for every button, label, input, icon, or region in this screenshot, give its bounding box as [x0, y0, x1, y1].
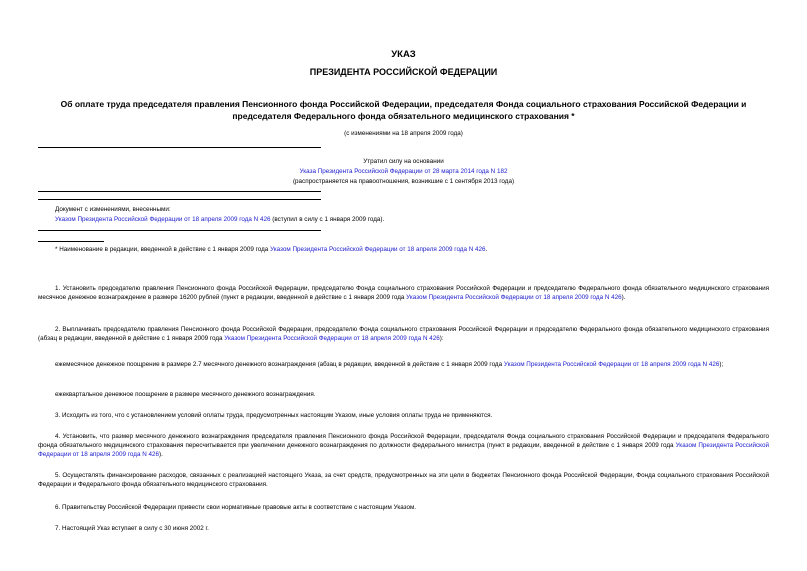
paragraph-3-text: ежемесячное денежное поощрение в размере 2.7 месячного денежного вознаграждения (абзац в редакции, введенной в действие с 1 января 2009 года	[55, 361, 504, 368]
paragraph-1-text: 1. Установить председателю правления Пенсионного фонда Российской Федерации, председателю Фонда социального страхования Российской Федерации и председателю Федерального фонда обязательного медицинского страхования месячное денежное вознаграждение в размере 16200 рублей (пункт в редакции, введенной в действие с 1 января 2009 года	[38, 285, 769, 302]
paragraph-3	[38, 360, 769, 369]
paragraph-1-link[interactable]: Указом Президента Российской Федерации от 18 апреля 2009 года N 426	[406, 294, 622, 302]
lost-force-scope: (распространяется на правоотношения, возникшие с 1 сентября 2013 года)	[292, 178, 515, 185]
paragraph-5: 3. Исходить из того, что с установлением условий оплаты труда, предусмотренных настоящим Указом, иные условия оплаты труда не применяются.	[55, 412, 493, 419]
paragraph-6	[38, 432, 769, 460]
divider	[38, 147, 321, 148]
paragraph-7: 5. Осуществлять финансирование расходов, связанных с реализацией настоящего Указа, за счет средств, предусмотренных на эти цели в бюджетах Пенсионного фонда Российской Федерации, Фонда социального страхования Российской Федерации и Федерального фонда обязательного медицинского страхования.	[38, 472, 769, 489]
footnote-text: * Наименование в редакции, введенной в действие с 1 января 2009 года	[55, 246, 271, 253]
paragraph-2	[38, 325, 769, 343]
doc-subject: Об оплате труда председателя правления Пенсионного фонда Российской Федерации, председателя Фонда социального страхования Российской Федерации и председателя Федерального фонда обязательного медицинского страхования *	[60, 99, 747, 121]
divider	[38, 191, 321, 192]
paragraph-6-link[interactable]: Указом Президента Российской Федерации от 18 апреля 2009 года N 426	[38, 442, 769, 459]
paragraph-6-text: 4. Установить, что размер месячного денежного вознаграждения председателя правления Пенсионного фонда Российской Федерации, председателя Фонда социального страхования Российской Федерации и председателя Федерального фонда обязательного медицинского страхования пересчитывается при увеличении денежного вознаграждения по должности федерального министра (пункт в редакции, введенной в действие с 1 января 2009 года	[38, 433, 769, 450]
doc-title-president: ПРЕЗИДЕНТА РОССИЙСКОЙ ФЕДЕРАЦИИ	[309, 67, 498, 77]
paragraph-9: 7. Настоящий Указ вступает в силу с 30 июня 2002 г.	[55, 525, 209, 532]
paragraph-8: 6. Правительству Российской Федерации привести свои нормативные правовые акты в соответствие с настоящим Указом.	[55, 504, 417, 511]
footnote-divider	[38, 241, 104, 242]
paragraph-3-link[interactable]: Указом Президента Российской Федерации от 18 апреля 2009 года N 426	[503, 361, 720, 368]
lost-force-link[interactable]: Указа Президента Российской Федерации от 28 марта 2014 года N 182	[299, 168, 508, 175]
lost-force-line: Утратил силу на основании	[363, 158, 444, 165]
paragraph-1-end: ).	[621, 294, 626, 302]
footnote-link[interactable]: Указом Президента Российской Федерации от 18 апреля 2009 года N 426	[270, 246, 486, 253]
changes-line	[55, 215, 384, 225]
divider	[38, 230, 321, 231]
changes-tail: (вступил в силу с 1 января 2009 года).	[270, 216, 385, 223]
paragraph-4: ежеквартальное денежное поощрение в размере месячного денежного вознаграждения.	[55, 391, 316, 398]
footnote-end: .	[485, 246, 488, 253]
paragraph-2-text: 2. Выплачивать председателю правления Пенсионного фонда Российской Федерации, председателю Фонда социального страхования Российской Федерации и председателю Федерального фонда обязательного медицинского страхования (абзац в редакции, введенной в действие с 1 января 2009 года	[38, 326, 769, 343]
changes-link[interactable]: Указом Президента Российской Федерации от 18 апреля 2009 года N 426	[55, 216, 271, 223]
amended-note: (с изменениями на 18 апреля 2009 года)	[344, 130, 463, 137]
paragraph-2-link[interactable]: Указом Президента Российской Федерации от 18 апреля 2009 года N 426	[224, 335, 440, 343]
divider	[38, 199, 321, 200]
doc-title-ukaz: УКАЗ	[391, 49, 416, 60]
paragraph-1	[38, 284, 769, 302]
paragraph-2-end: ):	[439, 335, 444, 343]
footnote	[55, 245, 487, 255]
paragraph-6-end: ).	[159, 451, 163, 459]
paragraph-3-end: );	[719, 361, 724, 368]
changes-label: Документ с изменениями, внесенными:	[55, 206, 171, 213]
